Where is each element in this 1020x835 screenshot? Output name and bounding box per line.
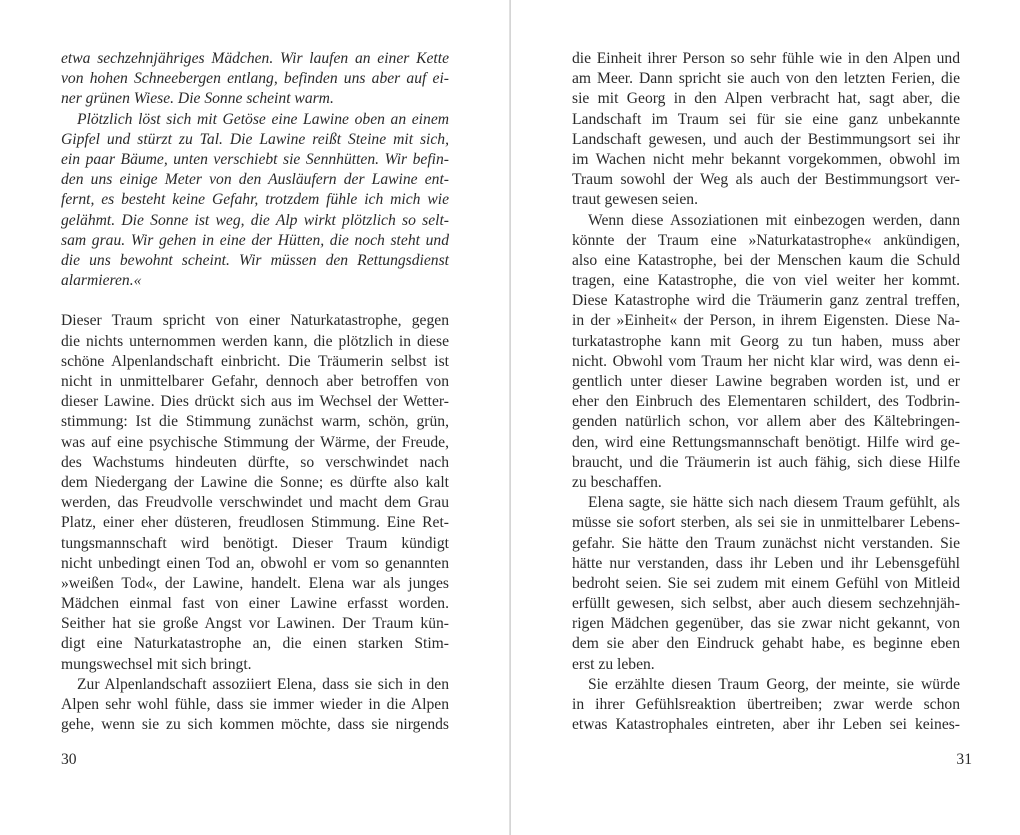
text-line: sie mit Georg in den Alpen verbracht hat, sagt aber, die — [572, 90, 960, 108]
text-line: dem sie aber den Eindruck gehabt habe, es beginne eben — [572, 635, 960, 653]
text-line: Mädchen einmal fast von einer Lawine erfasst worden. — [61, 595, 449, 613]
text-line: im Wachen nicht mehr bekannt vorgekommen, obwohl im — [572, 150, 960, 168]
text-line: nicht in unmittelbarer Gefahr, dennoch aber betroffen von — [61, 373, 449, 390]
text-line: tungsmannschaft wird benötigt. Dieser Traum kündigt — [61, 534, 449, 552]
text-line: Landschaft im Traum sei für sie eine ganz unbekannte — [572, 110, 960, 128]
text-line: stimmung: Ist die Stimmung zunächst warm, schön, grün, — [61, 413, 449, 431]
text-line: Landschaft gewesen, und auch der Bestimmungsort sei ihr — [572, 130, 960, 148]
text-line: traut gewesen seien. — [572, 191, 698, 209]
paragraph — [572, 493, 960, 675]
text-line: die Einheit ihrer Person so sehr fühle wie in den Alpen und — [572, 50, 960, 67]
paragraph — [572, 675, 960, 736]
text-line: sam grau. Wir gehen in eine der Hütten, die noch steht und — [61, 231, 449, 249]
text-line: Alpen sehr wohl fühle, dass sie immer wieder in die Alpen — [61, 696, 449, 713]
text-line: Traum sowohl der Weg als auch der Bestimmungsort ver- — [572, 171, 960, 189]
text-line: gefahr. Sie hätte den Traum zunächst nicht verstanden. Sie — [572, 534, 960, 552]
text-line: den uns einige Meter von den Ausläufern der Lawine ent- — [61, 171, 449, 189]
text-line: Sie erzählte diesen Traum Georg, der meinte, sie würde — [588, 675, 960, 693]
text-line: erst zu leben. — [572, 655, 655, 673]
text-line: dem Niedergang der Lawine die Sonne; es dürfte also kalt — [61, 473, 449, 491]
text-line: zu beschaffen. — [572, 473, 662, 491]
paragraph — [61, 110, 449, 292]
dream-quote — [61, 49, 449, 291]
text-line: von hohen Schneebergen entlang, befinden uns aber auf ei- — [61, 70, 449, 88]
text-line: nicht. Obwohl vom Traum her nicht klar wird, was denn ei- — [572, 352, 960, 370]
text-line: etwas Katastrophales eintreten, aber ihr Leben sei keines- — [572, 716, 960, 734]
paragraph — [61, 49, 449, 110]
text-line: könnte der Traum eine »Naturkatastrophe« ankündigen, — [572, 231, 960, 249]
text-line: Platz, einer eher düsteren, freudlosen Stimmung. Eine Ret- — [61, 514, 449, 532]
text-line: genden natürlich schon, vor allem aber des Kältebringen- — [572, 413, 960, 431]
text-line: werden, das Freudvolle verschwindet und macht dem Grau — [61, 494, 449, 512]
text-line: gentlich unter dieser Lawine begraben worden ist, und er — [572, 373, 960, 390]
text-line: rigen Mädchen gegenüber, das sie zwar nicht gekannt, von — [572, 615, 960, 633]
text-line: in der »Einheit« der Person, in ihrem Eigensten. Diese Na- — [572, 312, 960, 330]
text-line: braucht, und die Träumerin ist auch fähig, sich diese Hilfe — [572, 453, 960, 471]
text-line: erfüllt gewesen, sich selbst, aber auch diesem sechzehnjäh- — [572, 595, 960, 613]
text-line: Diese Katastrophe wird die Träumerin ganz zentral treffen, — [572, 292, 960, 310]
right-text-block — [572, 49, 960, 735]
page-number-left: 30 — [61, 751, 77, 768]
text-line: etwa sechzehnjähriges Mädchen. Wir laufen an einer Kette — [61, 50, 449, 67]
text-line: Gipfel und stürzt zu Tal. Die Lawine reißt Steine mit sich, — [61, 130, 449, 148]
section-spacer — [61, 291, 449, 311]
text-line: Wenn diese Assoziationen mit einbezogen werden, dann — [588, 211, 960, 229]
paragraph — [572, 49, 960, 211]
text-line: digt eine Naturkatastrophe an, die einen starken Stim- — [61, 635, 449, 653]
text-line: Dieser Traum spricht von einer Naturkatastrophe, gegen — [61, 312, 449, 330]
text-line: schöne Alpenlandschaft einbricht. Die Träumerin selbst ist — [61, 352, 449, 370]
text-line: des Wachstums hindeuten dürfte, so verschwindet nach — [61, 453, 449, 471]
text-line: turkatastrophe kann mit Georg zu tun haben, muss aber — [572, 332, 960, 350]
text-line: Zur Alpenlandschaft assoziiert Elena, dass sie sich in den — [77, 675, 449, 693]
commentary-text — [572, 49, 960, 735]
text-line: nicht unbedingt einen Tod an, obwohl er vom so genannten — [61, 554, 449, 572]
text-line: bedroht seien. Sie sei zudem mit einem Gefühl von Mitleid — [572, 574, 960, 592]
text-line: also eine Katastrophe, bei der Menschen kaum die Schuld — [572, 251, 960, 269]
text-line: mungswechsel mit sich bringt. — [61, 655, 252, 673]
text-line: fernt, es besteht keine Gefahr, trotzdem fühle ich mich wie — [61, 191, 449, 209]
paragraph — [61, 675, 449, 736]
text-line: Elena sagte, sie hätte sich nach diesem Traum gefühlt, als — [588, 494, 960, 512]
text-line: gehe, wenn sie zu sich kommen möchte, dass sie nirgends — [61, 716, 449, 734]
text-line: Plötzlich löst sich mit Getöse eine Lawine oben an einem — [77, 110, 449, 128]
text-line: gelähmt. Die Sonne ist weg, die Alp wirkt plötzlich so selt- — [61, 211, 449, 229]
text-line: was auf eine psychische Stimmung der Wärme, der Freude, — [61, 433, 449, 451]
text-line: in ihrer Gefühlsreaktion übertreiben; zwar werde schon — [572, 696, 960, 713]
paragraph — [61, 311, 449, 674]
page-number-right: 31 — [956, 751, 972, 768]
text-line: hätte nur verstanden, dass ihr Leben und ihr Lebensgefühl — [572, 554, 960, 572]
text-line: ein paar Bäume, unten verschiebt sie Sennhütten. Wir befin- — [61, 150, 449, 168]
text-line: am Meer. Dann spricht sie auch von den letzten Ferien, die — [572, 70, 960, 88]
text-line: eher den Einbruch des Elementaren schildert, des Todbrin- — [572, 393, 960, 411]
text-line: dieser Lawine. Dies drückt sich aus im Wechsel der Wetter- — [61, 393, 449, 411]
right-page — [511, 0, 1020, 835]
text-line: ner grünen Wiese. Die Sonne scheint warm. — [61, 90, 334, 108]
left-text-block — [61, 49, 449, 735]
text-line: die uns bewohnt scheint. Wir müssen den Rettungsdienst — [61, 251, 449, 269]
paragraph — [572, 211, 960, 494]
text-line: müsse sie sofort sterben, als sei sie in unmittelbarer Lebens- — [572, 514, 960, 532]
commentary-text — [61, 311, 449, 735]
text-line: tragen, eine Katastrophe, die von viel weiter her kommt. — [572, 272, 960, 290]
text-line: »weißen Tod«, der Lawine, handelt. Elena war als junges — [61, 574, 449, 592]
text-line: Seither hat sie große Angst vor Lawinen. Der Traum kün- — [61, 615, 449, 633]
text-line: die nichts unternommen werden kann, die plötzlich in diese — [61, 332, 449, 350]
text-line: den, wird eine Rettungsmannschaft benötigt. Hilfe wird ge- — [572, 433, 960, 451]
text-line: alarmieren.« — [61, 272, 142, 290]
